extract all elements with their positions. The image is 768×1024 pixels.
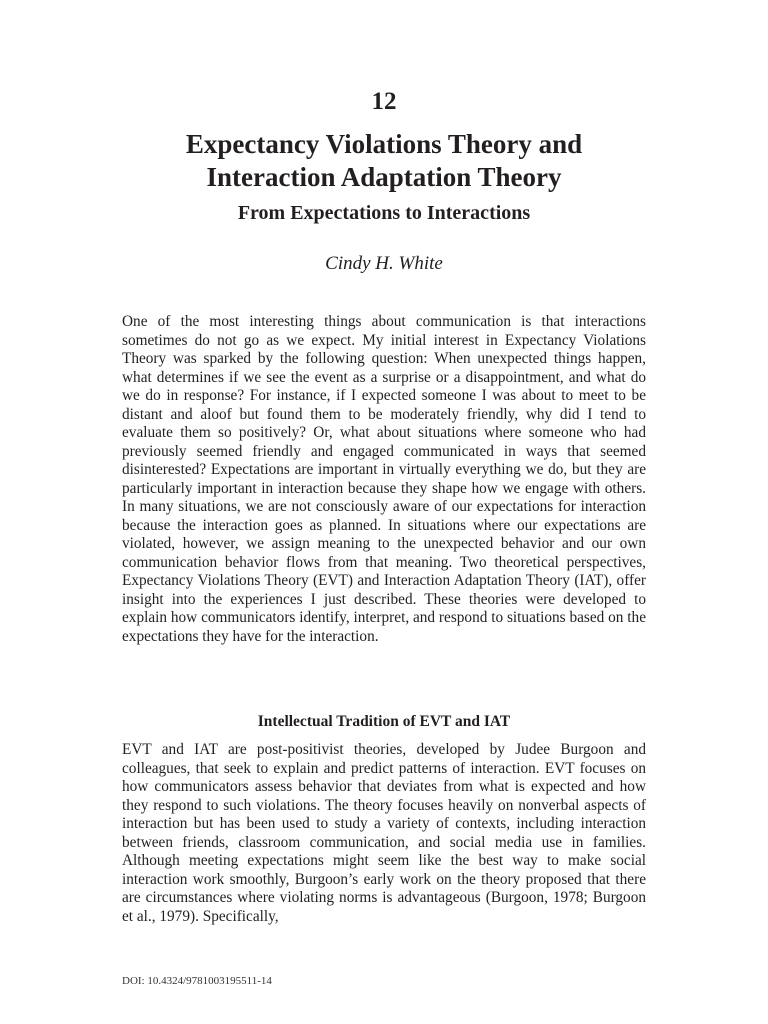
chapter-number: 12 <box>371 88 397 115</box>
doi-footer: DOI: 10.4324/9781003195511-14 <box>122 975 272 987</box>
chapter-title-line-2: Interaction Adaptation Theory <box>206 162 562 192</box>
chapter-title <box>0 128 768 194</box>
intro-paragraph: One of the most interesting things about communication is that interactions sometimes do not go as we expect. My initial interest in Expectancy Violations Theory was sparked by the following question: When unexpected things happen, what determines if we see the event as a surprise or a disappointment, and what do we do in response? For instance, if I expected someone I was about to meet to be distant and aloof but found them to be moderately friendly, why did I tend to evaluate them so positively? Or, what about situations where someone who had previously seemed friendly and engaged communicated in ways that seemed disinterested? Expectations are important in virtually everything we do, but they are particularly important in interaction because they shape how we engage with others. In many situations, we are not consciously aware of our expectations for interaction because the interaction goes as planned. In situations where our expectations are violated, however, we assign meaning to the unexpected behavior and our own communication behavior flows from that meaning. Two theoretical perspectives, Expectancy Violations Theory (EVT) and Interaction Adaptation Theory (IAT), offer insight into the experiences I just described. These theories were developed to explain how communicators identify, interpret, and respond to situations based on the expectations they have for the interaction. <box>122 313 646 645</box>
author-name: Cindy H. White <box>325 253 443 274</box>
section-paragraph: EVT and IAT are post-positivist theories, developed by Judee Burgoon and colleagues, that seek to explain and predict patterns of interaction. EVT focuses on how communicators assess behavior that deviates from what is expected and how they respond to such violations. The theory focuses heavily on nonverbal aspects of interaction but has been used to study a variety of contexts, including interaction between friends, classroom communication, and social media use in families. Although meeting expectations might seem like the best way to make social interaction work smoothly, Burgoon’s early work on the theory proposed that there are circumstances where violating norms is advantageous (Burgoon, 1978; Burgoon et al., 1979). Specifically, <box>122 741 646 925</box>
chapter-title-line-1: Expectancy Violations Theory and <box>185 129 583 159</box>
section-heading: Intellectual Tradition of EVT and IAT <box>257 713 511 730</box>
chapter-subtitle: From Expectations to Interactions <box>237 202 531 224</box>
